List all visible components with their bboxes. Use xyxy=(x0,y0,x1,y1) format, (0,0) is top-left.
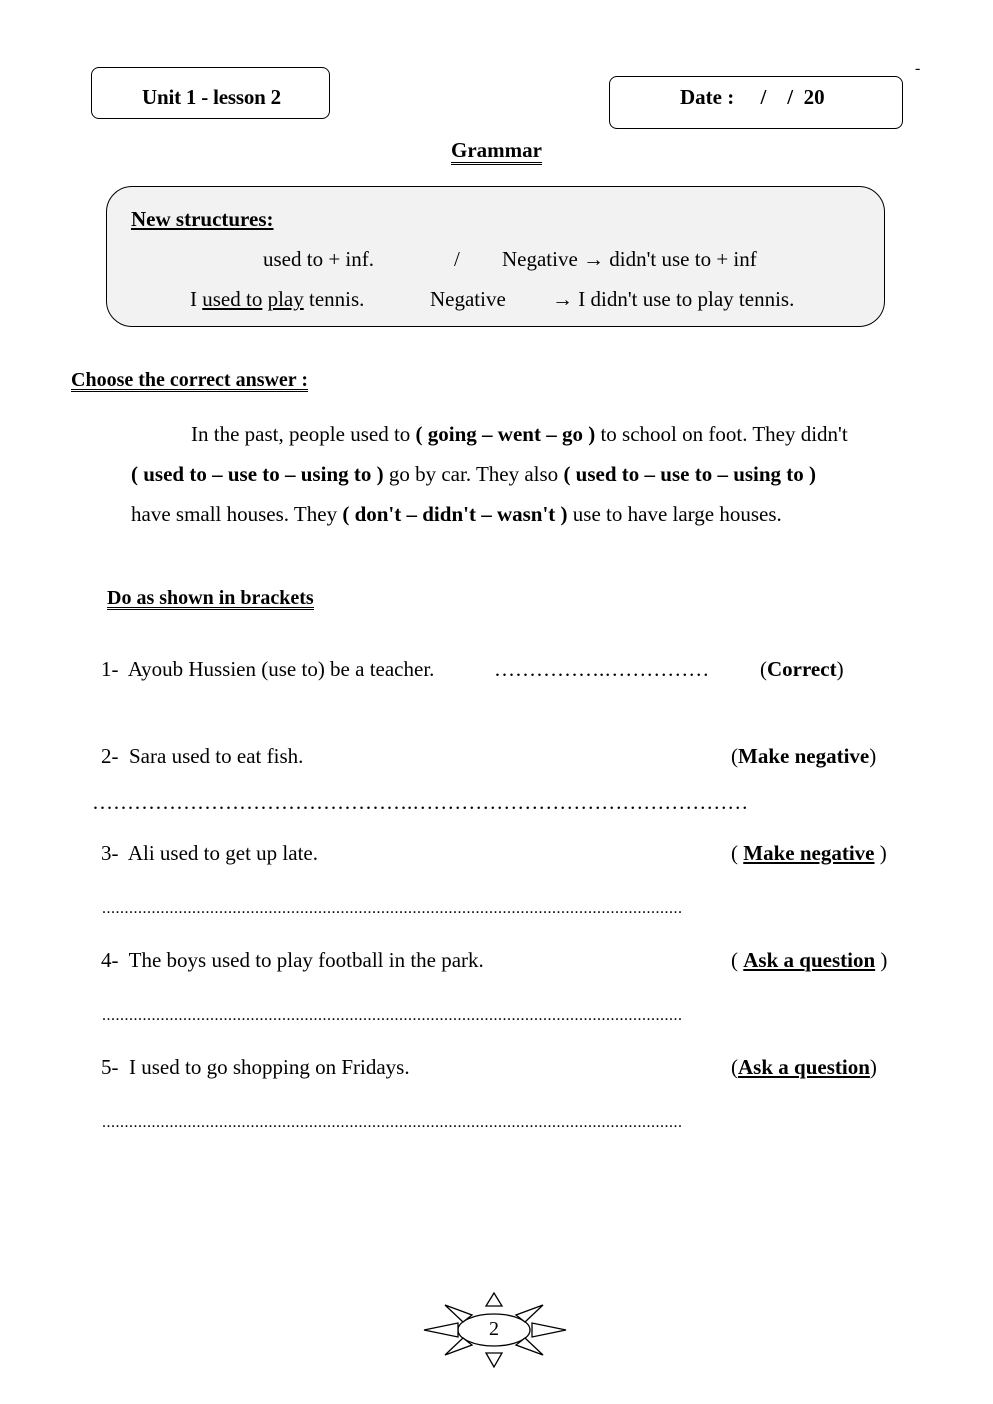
paren: ) xyxy=(874,841,887,865)
choose-paragraph xyxy=(131,414,931,534)
example-negative-label: Negative xyxy=(430,287,506,311)
instruction-4 xyxy=(731,948,887,973)
text: In the past, people used to xyxy=(191,422,416,446)
question-text: Sara used to eat fish. xyxy=(129,744,304,768)
date-label: Date : / / 20 xyxy=(680,85,825,109)
paragraph-line-3 xyxy=(131,494,931,534)
unit-lesson-label: Unit 1 - lesson 2 xyxy=(142,85,281,109)
example-rest: tennis. xyxy=(308,287,365,311)
choice-group-2[interactable]: ( used to – use to – using to ) xyxy=(131,462,384,486)
question-number: 5- xyxy=(101,1055,119,1079)
question-number: 4- xyxy=(101,948,119,972)
instruction-text: Make negative xyxy=(743,841,875,865)
unit-lesson-box xyxy=(91,67,330,119)
question-text: Ali used to get up late. xyxy=(127,841,318,865)
paren: ) xyxy=(869,1055,877,1079)
answer-blank-3[interactable]: ................................................................................................................................. xyxy=(102,900,683,917)
page-title xyxy=(0,138,993,163)
paragraph-line-1 xyxy=(131,414,931,454)
arrow-right-icon: → xyxy=(552,287,573,311)
question-3 xyxy=(101,841,318,866)
section-choose-heading-text: Choose the correct answer : xyxy=(71,369,308,391)
text: have small houses. They xyxy=(131,502,343,526)
instruction-text: Correct xyxy=(767,657,837,681)
arrow-right-icon: → xyxy=(583,247,605,271)
instruction-text: Ask a question xyxy=(738,1055,870,1079)
question-number: 2- xyxy=(101,744,119,768)
example-negative-text: I didn't use to play tennis. xyxy=(578,287,795,311)
section-do-heading xyxy=(107,587,314,610)
answer-blank-1[interactable]: …………….…………… xyxy=(494,657,710,681)
corner-mark: - xyxy=(915,60,921,77)
answer-blank-4[interactable]: ................................................................................................................................. xyxy=(102,1007,683,1024)
answer-blank-2[interactable]: ……………………………………….………………………………………… xyxy=(92,790,749,814)
choice-group-1[interactable]: ( going – went – go ) xyxy=(415,422,596,446)
page-number: 2 xyxy=(489,1318,499,1340)
question-2 xyxy=(101,744,303,769)
text: use to have large houses. xyxy=(567,502,782,526)
example-affirmative xyxy=(190,287,364,312)
rule-separator: / xyxy=(454,247,460,271)
instruction-5 xyxy=(731,1055,877,1080)
question-text: Ayoub Hussien (use to) be a teacher. xyxy=(127,657,435,681)
instruction-1 xyxy=(760,657,844,682)
question-1 xyxy=(101,657,434,682)
paren: ) xyxy=(836,657,844,681)
rule-negative xyxy=(502,247,757,272)
question-number: 1- xyxy=(101,657,119,681)
section-do-heading-text: Do as shown in brackets xyxy=(107,587,314,609)
example-verb: play xyxy=(267,287,304,311)
instruction-text: Ask a question xyxy=(743,948,876,972)
question-text: I used to go shopping on Fridays. xyxy=(129,1055,410,1079)
question-text: The boys used to play football in the park. xyxy=(128,948,484,972)
paren: ( xyxy=(731,744,738,768)
instruction-2 xyxy=(731,744,876,769)
section-choose-heading xyxy=(71,369,308,392)
example-negative xyxy=(552,287,794,312)
question-4 xyxy=(101,948,484,973)
paren: ( xyxy=(731,841,744,865)
example-used-to: used to xyxy=(202,287,263,311)
paren: ) xyxy=(875,948,888,972)
text: go by car. They also xyxy=(383,462,564,486)
choice-group-3[interactable]: ( used to – use to – using to ) xyxy=(563,462,817,486)
question-number: 3- xyxy=(101,841,119,865)
rule-negative-label: Negative xyxy=(502,247,578,271)
paren: ) xyxy=(869,744,877,768)
text: to school on foot. They didn't xyxy=(595,422,848,446)
choice-group-4[interactable]: ( don't – didn't – wasn't ) xyxy=(342,502,568,526)
page-title-text: Grammar xyxy=(451,138,542,165)
instruction-3 xyxy=(731,841,887,866)
date-box xyxy=(609,76,903,129)
structures-heading: New structures: xyxy=(131,207,274,231)
rule-negative-text: didn't use to + inf xyxy=(609,247,757,271)
question-5 xyxy=(101,1055,410,1080)
example-subject: I xyxy=(190,287,197,311)
answer-blank-5[interactable]: ................................................................................................................................. xyxy=(102,1114,683,1131)
instruction-text: Make negative xyxy=(738,744,870,768)
rule-affirmative: used to + inf. xyxy=(263,247,374,271)
paren: ( xyxy=(760,657,767,681)
paren: ( xyxy=(731,948,744,972)
paragraph-line-2 xyxy=(131,454,931,494)
page-number-sun xyxy=(420,1290,570,1370)
paren: ( xyxy=(731,1055,738,1079)
